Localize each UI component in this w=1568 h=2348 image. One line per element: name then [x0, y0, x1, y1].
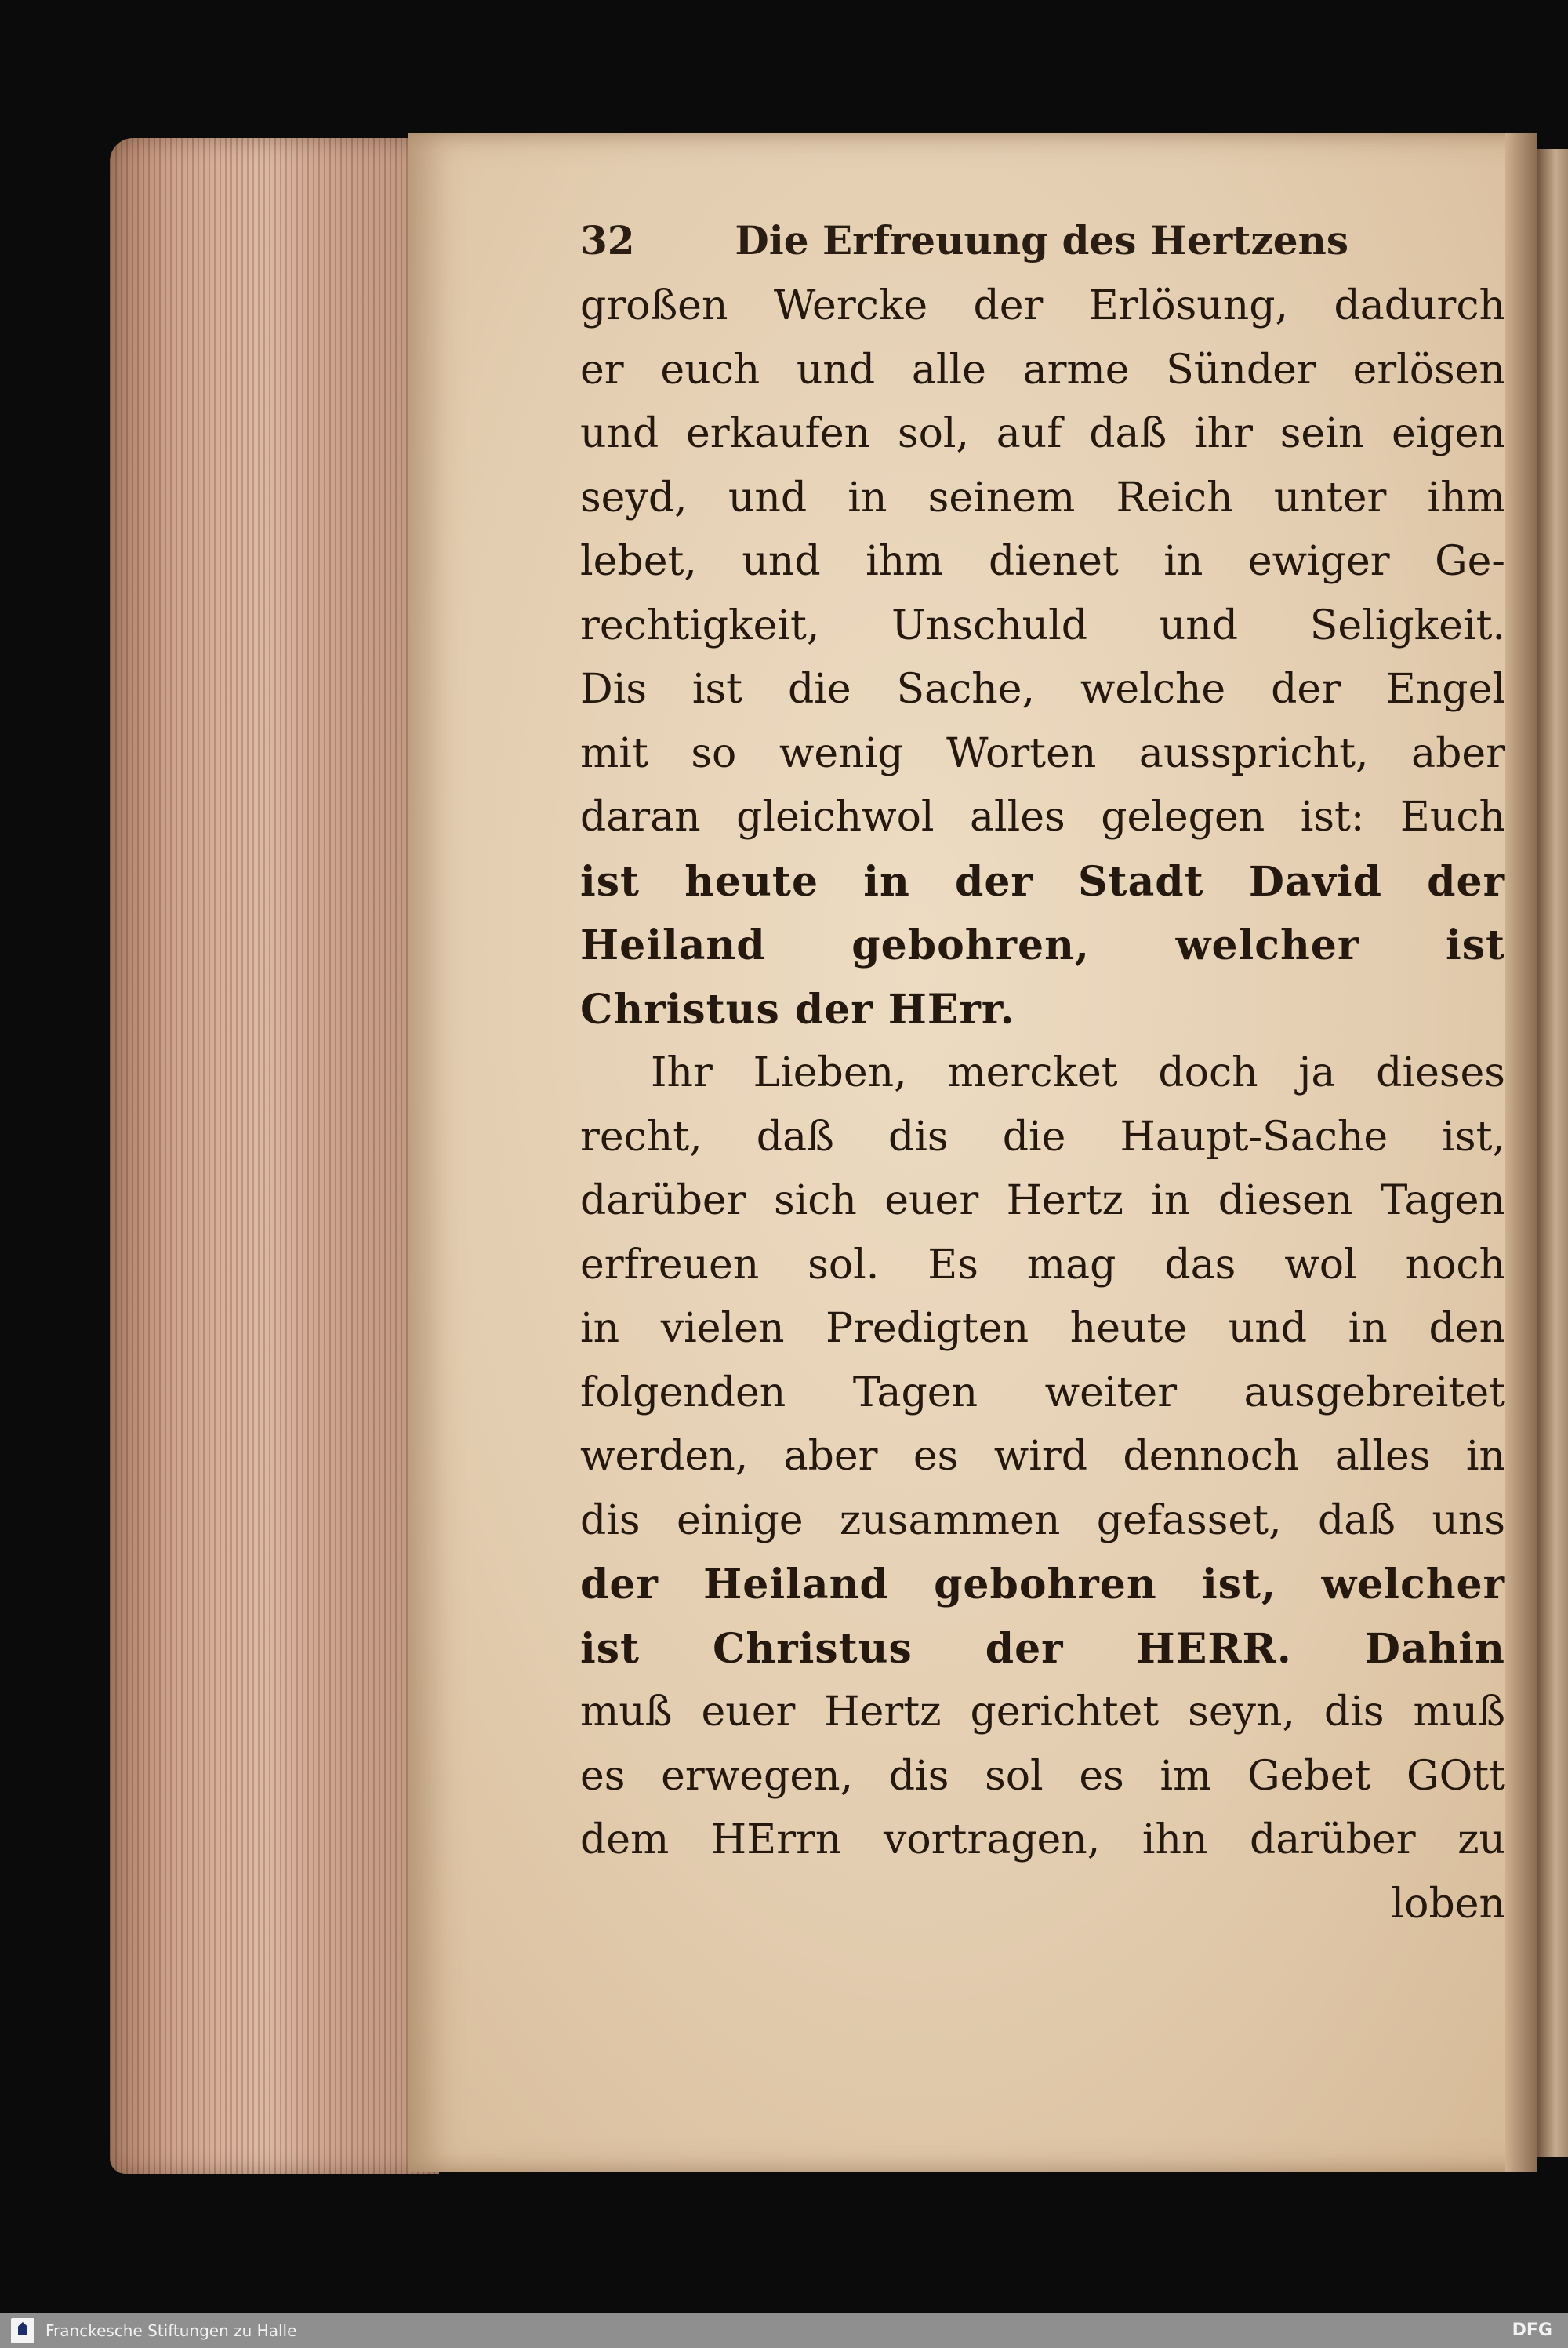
text-line: lebet, und ihm dienet in ewiger Ge- — [580, 538, 1505, 585]
text-line: erfreuen sol. Es mag das wol noch — [580, 1241, 1505, 1288]
text-line: werden, aber es wird dennoch alles in — [580, 1433, 1505, 1480]
text-line: und erkaufen sol, auf daß ihr sein eigen — [580, 410, 1505, 457]
book-page-edges — [110, 138, 439, 2174]
text-line-emphasis: Christus der HErr. — [580, 985, 1015, 1034]
page-number: 32 — [580, 217, 635, 264]
text-line: in vielen Predigten heute und in den — [580, 1305, 1505, 1352]
running-title: Die Erfreuung des Hertzens — [735, 217, 1349, 264]
facing-page-edge — [1537, 149, 1568, 2157]
text-line-emphasis: ist Christus der HERR. Dahin — [580, 1624, 1505, 1673]
dfg-logo[interactable]: DFG — [1512, 2321, 1552, 2340]
text-line: folgenden Tagen weiter ausgebreitet — [580, 1368, 1505, 1416]
institution-name[interactable]: Franckesche Stiftungen zu Halle — [45, 2321, 297, 2340]
text-line: recht, daß dis die Haupt-Sache ist, — [580, 1113, 1505, 1161]
institution-logo-icon — [11, 2318, 34, 2343]
text-line: dem HErrn vortragen, ihn darüber zu — [580, 1816, 1505, 1863]
text-line: großen Wercke der Erlösung, dadurch — [580, 282, 1505, 329]
text-line: seyd, und in seinem Reich unter ihm — [580, 474, 1505, 522]
text-line: Ihr Lieben, mercket doch ja dieses — [651, 1049, 1505, 1096]
text-line: daran gleichwol alles gelegen ist: Euch — [580, 794, 1505, 841]
text-line: muß euer Hertz gerichtet seyn, dis muß — [580, 1688, 1505, 1736]
text-line: es erwegen, dis sol es im Gebet GOtt — [580, 1752, 1505, 1800]
text-line-emphasis: ist heute in der Stadt David der — [580, 857, 1505, 906]
catchword: loben — [1391, 1880, 1505, 1928]
text-line: mit so wenig Worten ausspricht, aber — [580, 729, 1505, 777]
text-line-emphasis: Heiland gebohren, welcher ist — [580, 921, 1505, 969]
text-line: rechtigkeit, Unschuld und Seligkeit. — [580, 602, 1505, 649]
text-line: er euch und alle arme Sünder erlösen — [580, 346, 1505, 394]
text-line: Dis ist die Sache, welche der Engel — [580, 666, 1505, 713]
viewer-footer — [0, 2313, 1568, 2348]
text-line: dis einige zusammen gefasset, daß uns — [580, 1496, 1505, 1544]
running-header — [580, 213, 1505, 268]
page-gutter — [1505, 133, 1537, 2172]
body-text — [580, 274, 1505, 1936]
text-line-emphasis: der Heiland gebohren ist, welcher — [580, 1561, 1505, 1608]
text-line: darüber sich euer Hertz in diesen Tagen — [580, 1177, 1505, 1224]
